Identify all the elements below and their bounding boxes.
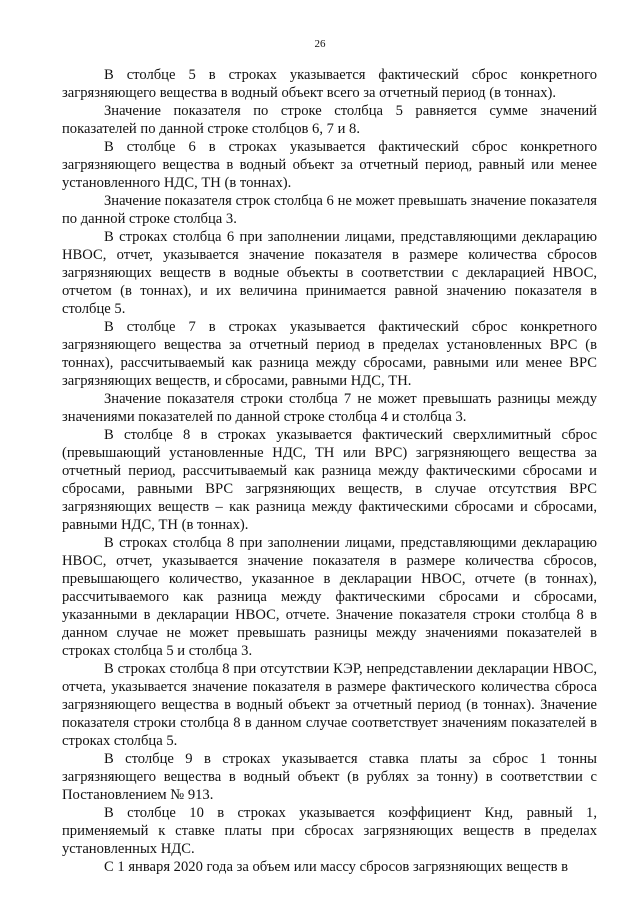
paragraph-column-10-description: В столбце 10 в строках указывается коэффициент Кнд, равный 1, применяемый к ставке платы при сбросах загрязняющих веществ в пределах установленных НДС. [62,805,597,857]
paragraph-column-5-sum-rule: Значение показателя по строке столбца 5 равняется сумме значений показателей по данной строке столбцов 6, 7 и 8. [62,103,597,137]
paragraph-column-6-declaration: В строках столбца 6 при заполнении лицами, представляющими декларацию НВОС, отчет, указывается значение показателя в размере количества сбросов загрязняющих веществ в водные объекты в соответствии с декларацией НВОС, отчетом (в тоннах), и их величина принимается равной значению показателя в столбце 5. [62,229,597,317]
paragraph-column-7-limit: Значение показателя строки столбца 7 не может превышать разницы между значениями показателей по данной строке столбца 4 и столбца 3. [62,391,597,425]
paragraph-2020-rule: С 1 января 2020 года за объем или массу сбросов загрязняющих веществ в [104,859,569,875]
paragraph-column-8-declaration: В строках столбца 8 при заполнении лицами, представляющими декларацию НВОС, отчет, указывается значение показателя в размере количества сбросов, превышающего количество, указанное в декларации НВОС, отчете (в тоннах), рассчитываемого как разница между фактическими сбросами и сбросами, указанными в декларации НВОС, отчете. Значение показателя строки столбца 8 в данном случае не может превышать разницы между значениями показателей в строках столбца 5 и столбца 3. [62,535,597,659]
paragraph-column-9-description: В столбце 9 в строках указывается ставка платы за сброс 1 тонны загрязняющего вещества в водный объект (в рублях за тонну) в соответствии с Постановлением № 913. [62,751,597,803]
paragraph-column-8-description: В столбце 8 в строках указывается фактический сверхлимитный сброс (превышающий установленные НДС, ТН или ВРС) загрязняющего вещества за отчетный период, рассчитываемый как разница между фактическими сбросами и сбросами, равными ВРС загрязняющих веществ, в случае отсутствия ВРС загрязняющих веществ – как разница между фактическими сбросами и сбросами, равными НДС, ТН (в тоннах). [62,427,597,533]
paragraph-column-6-limit: Значение показателя строк столбца 6 не может превышать значение показателя по данной строке столбца 3. [62,193,597,227]
paragraph-column-5-description: В столбце 5 в строках указывается фактический сброс конкретного загрязняющего вещества в водный объект всего за отчетный период (в тоннах). [62,67,597,101]
paragraph-column-6-description: В столбце 6 в строках указывается фактический сброс конкретного загрязняющего вещества в водный объект за отчетный период, равный или менее установленного НДС, ТН (в тоннах). [62,139,597,191]
paragraph-column-8-no-permit: В строках столбца 8 при отсутствии КЭР, непредставлении декларации НВОС, отчета, указывается значение показателя в размере фактического количества сброса загрязняющего вещества в водный объект за отчетный период (в тоннах). Значение показателя строки столбца 8 в данном случае соответствует значениям показателей в строках столбца 5. [62,661,597,749]
page-number: 26 [314,38,326,50]
document-body [62,66,597,876]
paragraph-column-7-description: В столбце 7 в строках указывается фактический сброс конкретного загрязняющего вещества за отчетный период в пределах установленных ВРС (в тоннах), рассчитываемый как разница между сбросами, равными или менее ВРС загрязняющих веществ, и сбросами, равными НДС, ТН. [62,319,597,389]
